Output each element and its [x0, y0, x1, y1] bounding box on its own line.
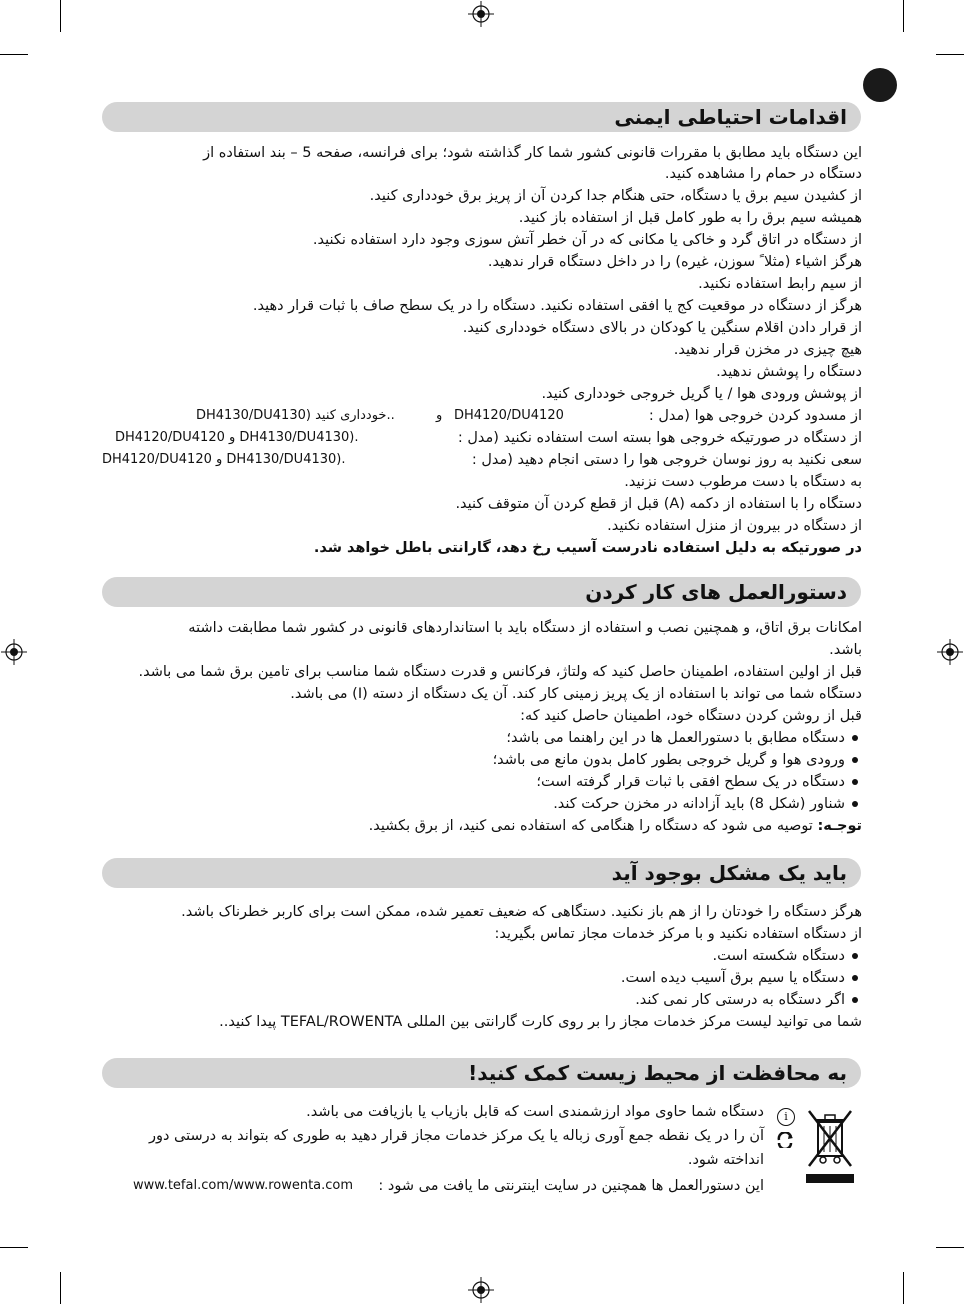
safety-line: دستگاه در حمام را مشاهده کنید. — [664, 166, 862, 182]
crop-mark — [903, 1272, 904, 1304]
safety-line: از دستگاه در صورتیکه خروجی هوا بسته است استفاده نکنید (مدل : — [457, 430, 862, 446]
safety-line: از کشیدن سیم برق یا دستگاه، حتی هنگام جدا کردن آن از پریز برق خودداری کنید. — [369, 188, 862, 204]
safety-line: به دستگاه با دست مرطوب دست نزنید. — [624, 474, 862, 490]
registration-mark-icon — [1, 639, 27, 665]
note-label: توجـه: — [817, 818, 862, 834]
environment-line: دستگاه شما حاوی مواد ارزشمندی است که قابل بازیاب یا بازیافت می باشد. — [306, 1104, 764, 1120]
language-tab-marker — [863, 68, 897, 102]
checklist-item: ورودی هوا و گریل خروجی بطور کامل بدون مانع می باشد؛ — [492, 752, 845, 768]
bullet-icon — [852, 801, 858, 807]
weee-bin-icon — [806, 1108, 854, 1170]
safety-line: از مسدود کردن خروجی هوا (مدل : — [648, 408, 862, 424]
safety-line: دستگاه را با استفاده از دکمه (A) قبل از قطع کردن آن متوقف کنید. — [455, 496, 862, 512]
bullet-icon — [852, 975, 858, 981]
problem-line: هرگز دستگاه را خودتان را از هم باز نکنید. دستگاهی که ضعیف تعمیر شده، ممکن است برای کاربر خطرناک باشد. — [181, 904, 862, 920]
crop-mark — [903, 0, 904, 32]
safety-line: دستگاه را پوشش ندهید. — [716, 364, 862, 380]
registration-mark-icon — [468, 1, 494, 27]
safety-line: هیچ چیزی در مخزن قرار ندهید. — [673, 342, 862, 358]
bullet-icon — [852, 779, 858, 785]
checklist-item: دستگاه مطابق با دستورالعمل ها در این راهنما می باشد؛ — [506, 730, 845, 746]
bullet-icon — [852, 953, 858, 959]
model-numbers: DH4120/DU4120 و DH4130/DU4130). — [102, 452, 346, 467]
bullet-icon — [852, 997, 858, 1003]
crop-mark — [60, 0, 61, 32]
problem-line: از دستگاه استفاده نکنید و با مرکز خدمات مجاز تماس بگیرید: — [494, 926, 862, 942]
safety-line: هرگز از دستگاه در موقعیت کج یا افقی استفاده نکنید. دستگاه را در یک سطح صاف با ثبات قرار دهید. — [252, 298, 862, 314]
crop-mark — [0, 54, 28, 55]
warranty-warning: در صورتیکه به دلیل استفاده نادرست آسیب رخ دهد، گارانتی باطل خواهد شد. — [313, 540, 862, 556]
section-header-safety — [102, 102, 861, 132]
bullet-icon — [852, 735, 858, 741]
checklist-item: دستگاه در یک سطح افقی با ثبات قرار گرفته است؛ — [536, 774, 845, 790]
safety-line: از دستگاه در بیرون از منزل استفاده نکنید. — [607, 518, 862, 534]
service-center-note: شما می توانید لیست مرکز خدمات مجاز را بر روی کارت گارانتی بین المللی TEFAL/ROWENTA پیدا کنید.. — [219, 1014, 862, 1030]
section-title: به محافظت از محیط زیست کمک کنید! — [468, 1061, 847, 1085]
section-header-problem — [102, 858, 861, 888]
safety-line: از دستگاه در اتاق گرد و خاکی یا مکانی که در آن خطر آتش سوزی وجود دارد استفاده نکنید. — [312, 232, 862, 248]
weee-bar-icon — [806, 1174, 854, 1183]
problem-item: دستگاه شکسته است. — [712, 948, 845, 964]
model-numbers: DH4130/DU4130) خودداری کنید.. — [196, 408, 395, 423]
model-numbers: DH4120/DU4120 و DH4130/DU4130). — [115, 430, 359, 445]
section-title: باید یک مشکل بوجود آید — [611, 861, 847, 885]
problem-item: دستگاه یا سیم برق آسیب دیده است. — [620, 970, 845, 986]
instructions-line: قبل از اولین استفاده، اطمینان حاصل کنید که ولتاژ، فرکانس و قدرت دستگاه شما مناسب برای تامین برق شما می باشد. — [138, 664, 862, 680]
section-title: اقدامات احتیاطی ایمنی — [614, 105, 847, 129]
bullet-icon — [852, 757, 858, 763]
environment-line: انداخته شود. — [687, 1152, 764, 1168]
registration-mark-icon — [937, 639, 963, 665]
section-header-instructions — [102, 577, 861, 607]
safety-line: از سیم رابط استفاده نکنید. — [698, 276, 862, 292]
safety-line: از قرار دادن اقلام سنگین یا کودکان در بالای دستگاه خودداری کنید. — [462, 320, 862, 336]
safety-line: سعی نکنید به روز نوسان خروجی هوا را دستی انجام دهید (مدل : — [471, 452, 862, 468]
crop-mark — [936, 54, 964, 55]
crop-mark — [60, 1272, 61, 1304]
checklist-item: شناور (شکل 8) باید آزادانه در مخزن حرکت کند. — [553, 796, 845, 812]
safety-line: هرگز اشیاء (مثلا ً سوزن، غیره) را در داخل دستگاه قرار ندهید. — [487, 254, 862, 270]
model-numbers: DH4120/DU4120 — [454, 408, 564, 423]
recycle-icon — [776, 1132, 794, 1148]
safety-line: این دستگاه باید مطابق با مقررات قانونی کشور شما کار گذاشته شود؛ برای فرانسه، صفحه 5 – بند استفاده از — [203, 145, 862, 161]
section-header-environment — [102, 1058, 861, 1088]
environment-line: آن را در یک نقطه جمع آوری زباله یا یک مرکز خدمات مجاز قرار دهید به طوری که بتواند به درستی دور — [148, 1128, 764, 1144]
instructions-line: باشد. — [829, 642, 862, 658]
website-text: این دستورالعمل ها همچنین در سایت اینترنتی ما یافت می شود : — [378, 1178, 764, 1194]
instructions-line: قبل از روشن کردن دستگاه خود، اطمینان حاصل کنید که: — [520, 708, 862, 724]
note — [369, 816, 862, 836]
section-title: دستورالعمل های کار کردن — [585, 580, 847, 604]
safety-line: همیشه سیم برق را به طور کامل قبل از استفاده باز کنید. — [518, 210, 862, 226]
registration-mark-icon — [468, 1277, 494, 1303]
instructions-line: دستگاه شما می تواند با استفاده از یک پریز زمینی کار کند. آن یک دستگاه از دسته (I) می باشد. — [290, 686, 862, 702]
model-and: و — [436, 408, 443, 423]
note-text: توصیه می شود که دستگاه را هنگامی که استفاده نمی کنید، از برق بکشید. — [368, 818, 813, 834]
crop-mark — [936, 1247, 964, 1248]
info-icon: i — [777, 1108, 795, 1126]
crop-mark — [0, 1247, 28, 1248]
website-url[interactable]: www.tefal.com/www.rowenta.com — [133, 1178, 354, 1193]
instructions-line: امکانات برق اتاق، و همچنین نصب و استفاده از دستگاه باید با استانداردهای قانونی در کشور شما مطابقت داشته — [188, 620, 862, 636]
problem-item: اگر دستگاه به درستی کار نمی کند. — [635, 992, 845, 1008]
safety-line: از پوشش ورودی هوا / یا گریل خروجی خودداری کنید. — [541, 386, 862, 402]
